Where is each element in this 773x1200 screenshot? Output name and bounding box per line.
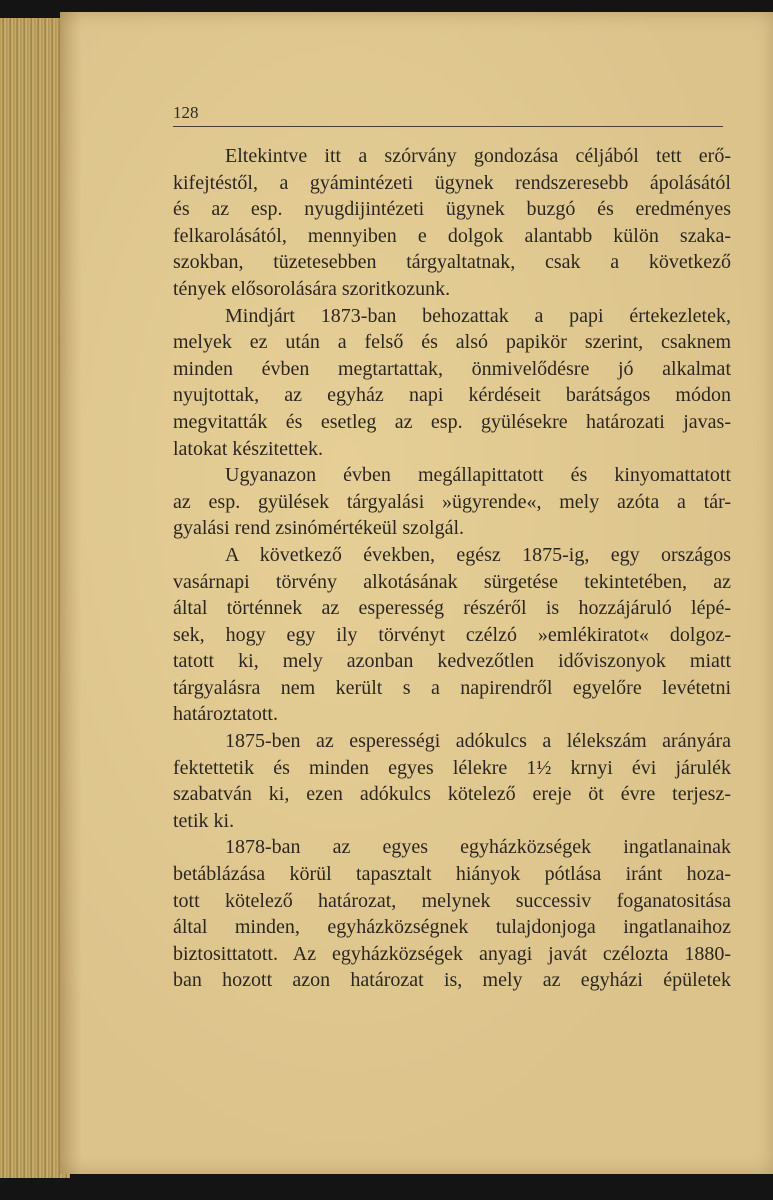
- text-line: az esp. gyülések tárgyalási »ügyrende«, mely azóta a tár-: [173, 490, 731, 513]
- text-line: A következő években, egész 1875-ig, egy országos: [225, 543, 731, 566]
- text-line: tott kötelező határozat, melynek successiv foganatositása: [173, 889, 731, 912]
- body-text: [173, 143, 731, 994]
- text-line: határoztatott.: [173, 703, 278, 726]
- text-line: 1878-ban az egyes egyházközségek ingatlanainak: [225, 836, 731, 859]
- text-line: fektettetik és minden egyes lélekre 1½ krnyi évi járulék: [173, 756, 731, 779]
- text-line: sek, hogy egy ily törvényt czélzó »emlékiratot« dolgoz-: [173, 623, 731, 646]
- text-line: gyalási rend zsinómértékeül szolgál.: [173, 517, 465, 540]
- text-line: vasárnapi törvény alkotásának sürgetése tekintetében, az: [173, 570, 731, 593]
- text-line: Mindjárt 1873-ban behozattak a papi értekezletek,: [225, 304, 731, 327]
- text-line: szokban, tüzetesebben tárgyaltatnak, csak a következő: [173, 251, 731, 274]
- text-line: melyek ez után a felső és alsó papikör szerint, csaknem: [173, 331, 731, 354]
- text-line: tatott ki, mely azonban kedvezőtlen időviszonyok miatt: [173, 650, 731, 673]
- text-line: Ugyanazon évben megállapittatott és kinyomattatott: [225, 464, 731, 487]
- text-line: betáblázása körül tapasztalt hiányok pótlása iránt hoza-: [173, 863, 731, 886]
- text-line: által minden, egyházközségnek tulajdonjoga ingatlanaihoz: [173, 916, 731, 939]
- text-line: minden évben megtartattak, önmivelődésre jó alkalmat: [173, 357, 731, 380]
- text-line: megvitatták és esetleg az esp. gyülésekre határozati javas-: [173, 410, 731, 433]
- header-rule: [173, 126, 723, 127]
- text-line: által történnek az esperesség részéről is hozzájáruló lépé-: [173, 597, 731, 620]
- text-line: nyujtottak, az egyház napi kérdéseit barátságos módon: [173, 384, 731, 407]
- text-line: tárgyalásra nem került s a napirendről egyelőre levétetni: [173, 676, 731, 699]
- text-line: szabatván ki, ezen adókulcs kötelező ereje öt évre terjesz-: [173, 783, 731, 806]
- text-line: felkarolásától, mennyiben e dolgok alantabb külön szaka-: [173, 224, 731, 247]
- text-line: 1875-ben az esperességi adókulcs a lélekszám arányára: [225, 730, 731, 753]
- text-line: kifejtéstől, a gyámintézeti ügynek rendszeresebb ápolásától: [173, 171, 731, 194]
- page-number: 128: [173, 103, 199, 122]
- text-line: biztosittatott. Az egyházközségek anyagi javát czélozta 1880-: [173, 942, 731, 965]
- text-line: és az esp. nyugdijintézeti ügynek buzgó és eredményes: [173, 198, 731, 221]
- text-line: tények elősorolására szoritkozunk.: [173, 277, 451, 300]
- text-line: Eltekintve itt a szórvány gondozása céljából tett erő-: [225, 145, 731, 167]
- text-line: ban hozott azon határozat is, mely az egyházi épületek: [173, 969, 731, 992]
- text-line: latokat készitettek.: [173, 437, 323, 460]
- text-line: tetik ki.: [173, 809, 235, 832]
